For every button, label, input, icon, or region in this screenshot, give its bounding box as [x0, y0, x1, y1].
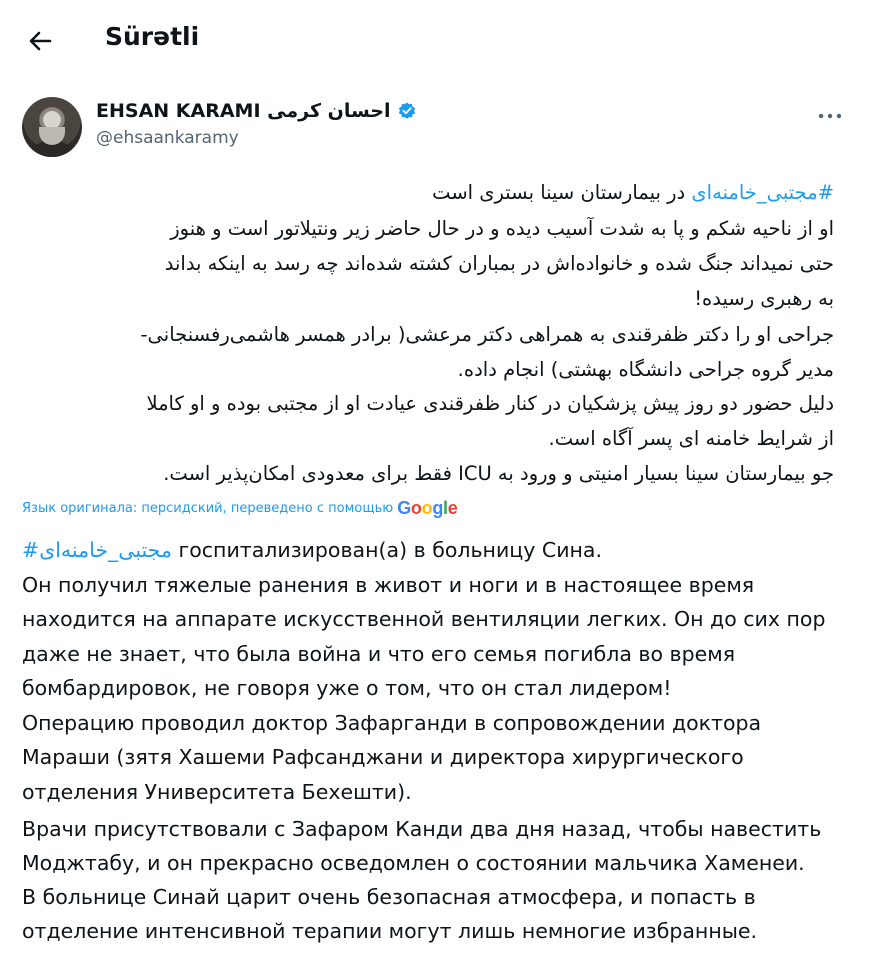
verified-badge-icon	[397, 101, 417, 121]
author-name-row	[96, 96, 417, 126]
translated-text-line: Он получил тяжелые ранения в живот и ноги и в настоящее время	[22, 573, 755, 597]
translated-text-line: Операцию проводил доктор Зафарганди в сопровождении доктора	[22, 711, 762, 735]
google-logo: Google	[397, 497, 458, 518]
hashtag-link[interactable]: #مجتبی_خامنه‌ای	[22, 538, 172, 562]
original-text-line: جراحی او را دکتر ظفرقندی به همراهی دکتر مرعشی( برادر همسر هاشمی‌رفسنجانی-	[140, 323, 834, 346]
translated-text-line: Мараши (зятя Хашеми Рафсанджани и директора хирургического	[22, 745, 744, 769]
original-text-line: از شرایط خامنه ای پسر آگاه است.	[548, 427, 834, 450]
translation-note[interactable]	[22, 497, 457, 519]
original-text-line: مدیر گروه جراحی دانشگاه بهشتی) انجام داده.	[457, 358, 834, 381]
original-text-line: به رهبری رسیده!	[694, 287, 834, 310]
translated-text-line: даже не знает, что была война и что его семья погибла во время	[22, 642, 736, 666]
translated-text-line: Врачи присутствовали с Зафаром Канди два дня назад, чтобы навестить	[22, 817, 822, 841]
top-bar	[0, 0, 870, 80]
translated-text-line: отделение интенсивной терапии могут лишь немногие избранные.	[22, 919, 758, 943]
translated-text-line: бомбардировок, не говоря уже о том, что он стал лидером!	[22, 676, 672, 700]
original-text-line: حتی نمیداند جنگ شده و خانواده‌اش در بمباران کشته شده‌اند چه رسد به اینکه بداند	[164, 252, 834, 275]
translated-text-line: находится на аппарате искусственной вентиляции легких. Он до сих пор	[22, 607, 826, 631]
translation-note-text: Язык оригинала: персидский, переведено с помощью	[22, 500, 394, 516]
hashtag-link[interactable]: #مجتبی_خامنه‌ای	[691, 181, 834, 204]
original-text-line: جو بیمارستان سینا بسیار امنیتی و ورود به ICU فقط برای معدودی امکان‌پذیر است.	[163, 462, 834, 485]
avatar[interactable]	[22, 97, 82, 157]
translated-text-line: Моджтабу, и он прекрасно осведомлен о состоянии мальчика Хаменеи.	[22, 851, 805, 875]
author-display-name[interactable]: EHSAN KARAMI احسان کرمی	[96, 100, 391, 122]
author-handle[interactable]: @ehsaankaramy	[96, 128, 239, 148]
original-text-line: او از ناحیه شکم و پا به شدت آسیب دیده و در حال حاضر زیر ونتیلاتور است و هنوز	[170, 217, 834, 240]
translated-text-line: отделения Университета Бехешти).	[22, 780, 412, 804]
page-title: Sürətli	[105, 22, 200, 51]
original-text-line: دلیل حضور دو روز پیش پزشکیان در کنار ظفرقندی عیادت او از مجتبی بوده و او کاملا	[146, 392, 834, 415]
back-button[interactable]	[22, 26, 58, 56]
original-text-line: #مجتبی_خامنه‌ای در بیمارستان سینا بستری است	[432, 181, 834, 204]
arrow-left-icon	[22, 26, 58, 56]
more-options-button[interactable]	[816, 106, 844, 116]
ellipsis-icon	[816, 111, 844, 121]
translated-text-line: В больнице Синай царит очень безопасная атмосфера, и попасть в	[22, 885, 756, 909]
translated-text-line: #مجتبی_خامنه‌ای госпитализирован(а) в больницу Сина.	[22, 538, 603, 562]
